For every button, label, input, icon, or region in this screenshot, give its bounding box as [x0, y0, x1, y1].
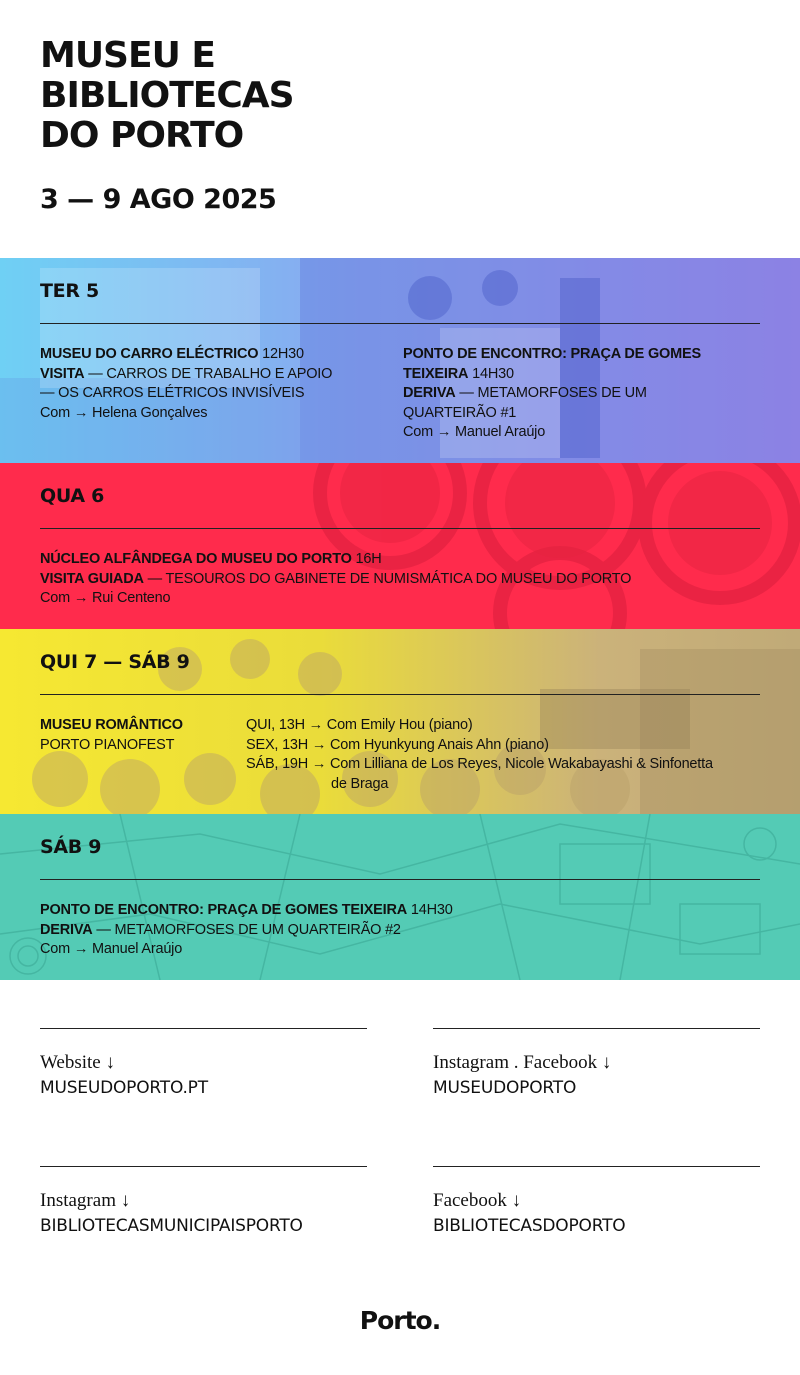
venue: PONTO DE ENCONTRO: PRAÇA DE GOMES: [403, 346, 701, 362]
event-desc: — TESOUROS DO GABINETE DE NUMISMÁTICA DO MUSEU DO PORTO: [143, 570, 632, 587]
day-section-ter: [0, 258, 800, 463]
session-performer: Com Emily Hou (piano): [326, 717, 473, 733]
link-label: Facebook ↓: [433, 1190, 522, 1211]
links-section: [40, 1028, 760, 1258]
day-section-qui: [0, 629, 800, 814]
divider: [433, 1028, 760, 1029]
session-when: QUI, 13H →: [246, 717, 327, 733]
guide: Com → Rui Centeno: [40, 590, 171, 606]
event-desc-2: — OS CARROS ELÉTRICOS INVISÍVEIS: [40, 385, 305, 401]
link-value[interactable]: BIBLIOTECASDOPORTO: [433, 1216, 626, 1236]
day-label: SÁB 9: [40, 836, 102, 858]
venue: MUSEU DO CARRO ELÉCTRICO: [40, 346, 259, 362]
session-performer-cont: de Braga: [331, 775, 389, 792]
event-name: PORTO PIANOFEST: [40, 736, 175, 753]
event-desc: — METAMORFOSES DE UM: [455, 385, 647, 401]
time: 12H30: [258, 346, 304, 362]
link-label: Website ↓: [40, 1052, 115, 1073]
session-sab: [246, 755, 766, 775]
divider: [40, 1028, 367, 1029]
event-type: VISITA GUIADA: [40, 570, 144, 587]
page-title: [40, 36, 760, 156]
event-desc-2: QUARTEIRÃO #1: [403, 404, 517, 421]
event-pianofest-sessions: [246, 716, 766, 794]
day-label: QUA 6: [40, 485, 105, 507]
divider: [40, 1166, 367, 1167]
date-range: 3 — 9 AGO 2025: [40, 184, 277, 215]
venue: MUSEU ROMÂNTICO: [40, 717, 183, 733]
time: 14H30: [468, 365, 514, 382]
event-desc: — CARROS DE TRABALHO E APOIO: [84, 365, 333, 382]
event-desc: — METAMORFOSES DE UM QUARTEIRÃO #2: [92, 921, 401, 938]
link-label: Instagram ↓: [40, 1190, 131, 1211]
time: 14H30: [407, 902, 453, 918]
event-numismatica: [40, 550, 760, 609]
link-value[interactable]: MUSEUDOPORTO.PT: [40, 1078, 208, 1098]
venue: NÚCLEO ALFÂNDEGA DO MUSEU DO PORTO: [40, 551, 352, 567]
link-website[interactable]: [40, 1028, 367, 1128]
event-deriva-1: [403, 345, 760, 443]
title-line-1: MUSEU E: [40, 35, 215, 76]
title-line-3: DO PORTO: [40, 115, 244, 156]
guide: Com → Manuel Araújo: [40, 941, 183, 957]
venue-2: TEIXEIRA: [403, 365, 469, 382]
session-performer: Com Hyunkyung Anais Ahn (piano): [330, 736, 549, 753]
event-pianofest-venue: [40, 716, 240, 755]
header: [40, 36, 760, 156]
session-when: SEX, 13H →: [246, 736, 331, 753]
event-carro-electrico: [40, 345, 370, 423]
event-type: DERIVA: [40, 921, 93, 938]
event-type: DERIVA: [403, 385, 456, 401]
link-label: Instagram . Facebook ↓: [433, 1052, 612, 1073]
day-section-qua: [0, 463, 800, 629]
day-label: QUI 7 — SÁB 9: [40, 651, 190, 673]
session-performer: Com Lilliana de Los Reyes, Nicole Wakabayashi & Sinfonetta: [330, 756, 713, 772]
link-instagram-facebook-museu[interactable]: [433, 1028, 760, 1128]
time: 16H: [351, 551, 382, 567]
session-when: SÁB, 19H →: [246, 756, 331, 772]
session-qui: [246, 716, 766, 736]
divider: [433, 1166, 760, 1167]
link-instagram-bibliotecas[interactable]: [40, 1166, 367, 1266]
porto-logo: Porto.: [359, 1306, 441, 1335]
divider: [40, 879, 760, 880]
title-line-2: BIBLIOTECAS: [40, 75, 294, 116]
session-sex: [246, 736, 766, 756]
link-value[interactable]: BIBLIOTECASMUNICIPAISPORTO: [40, 1216, 303, 1236]
venue: PONTO DE ENCONTRO: PRAÇA DE GOMES TEIXEIRA: [40, 902, 408, 918]
guide: Com → Helena Gonçalves: [40, 404, 208, 421]
guide: Com → Manuel Araújo: [403, 424, 546, 440]
event-type: VISITA: [40, 365, 85, 382]
divider: [40, 694, 760, 695]
link-facebook-bibliotecas[interactable]: [433, 1166, 760, 1266]
event-deriva-2: [40, 901, 760, 960]
divider: [40, 528, 760, 529]
day-section-sab: [0, 814, 800, 980]
day-label: TER 5: [40, 280, 99, 302]
divider: [40, 323, 760, 324]
link-value[interactable]: MUSEUDOPORTO: [433, 1078, 577, 1098]
